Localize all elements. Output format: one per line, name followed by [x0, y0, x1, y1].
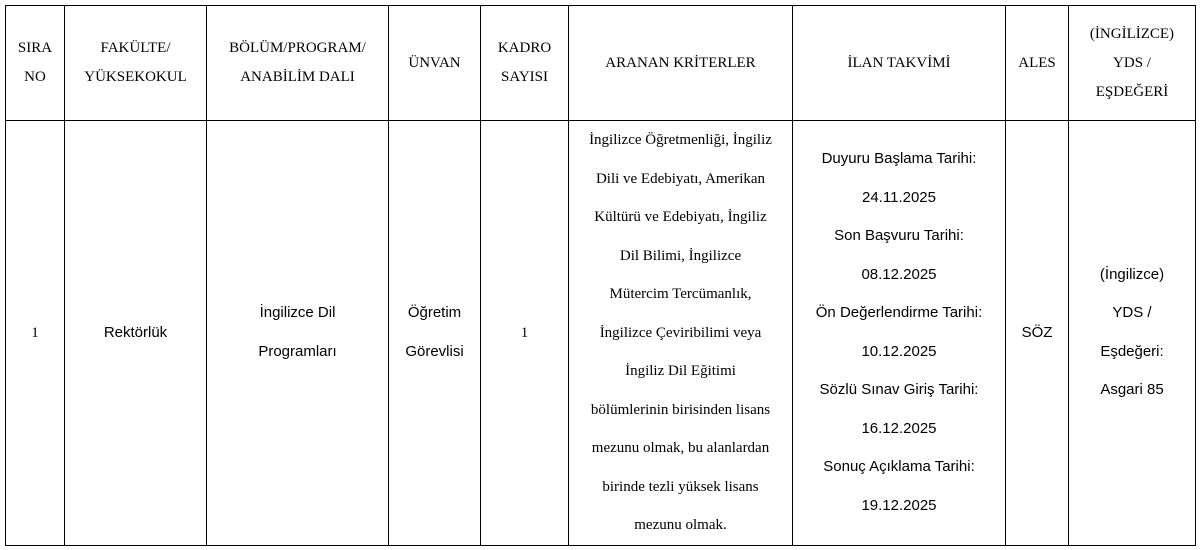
header-yds: (İNGİLİZCE) YDS / EŞDEĞERİ — [1069, 6, 1196, 121]
cell-bolum: İngilizce Dil Programları — [207, 121, 389, 546]
header-row — [6, 6, 1196, 121]
header-sira-no: SIRA NO — [6, 6, 65, 121]
header-bolum: BÖLÜM/PROGRAM/ ANABİLİM DALI — [207, 6, 389, 121]
header-ilan-takvimi: İLAN TAKVİMİ — [793, 6, 1006, 121]
table-row — [6, 121, 1196, 546]
header-kadro-sayisi: KADRO SAYISI — [481, 6, 569, 121]
cell-sira-no: 1 — [6, 121, 65, 546]
header-fakulte: FAKÜLTE/ YÜKSEKOKUL — [65, 6, 207, 121]
cell-ilan-takvimi: Duyuru Başlama Tarihi: 24.11.2025 Son Başvuru Tarihi: 08.12.2025 Ön Değerlendirme Tarihi: 10.12.2025 Sözlü Sınav Giriş Tarihi: 16.12.2025 Sonuç Açıklama Tarihi: 19.12.2025 — [793, 121, 1006, 546]
cell-ales: SÖZ — [1006, 121, 1069, 546]
cell-fakulte: Rektörlük — [65, 121, 207, 546]
header-unvan: ÜNVAN — [389, 6, 481, 121]
cell-yds: (İngilizce) YDS / Eşdeğeri: Asgari 85 — [1069, 121, 1196, 546]
cell-kadro-sayisi: 1 — [481, 121, 569, 546]
header-aranan-kriterler: ARANAN KRİTERLER — [569, 6, 793, 121]
header-ales: ALES — [1006, 6, 1069, 121]
cell-unvan: Öğretim Görevlisi — [389, 121, 481, 546]
announcement-table — [5, 5, 1196, 546]
table-header — [6, 6, 1196, 121]
cell-aranan-kriterler: İngilizce Öğretmenliği, İngiliz Dili ve Edebiyatı, Amerikan Kültürü ve Edebiyatı, İngiliz Dil Bilimi, İngilizce Mütercim Tercümanlık, İngilizce Çeviribilimi veya İngiliz Dil Eğitimi bölümlerinin birisinden lisans mezunu olmak, bu alanlardan birinde tezli yüksek lisans mezunu olmak. — [569, 121, 793, 546]
table-body — [6, 121, 1196, 546]
